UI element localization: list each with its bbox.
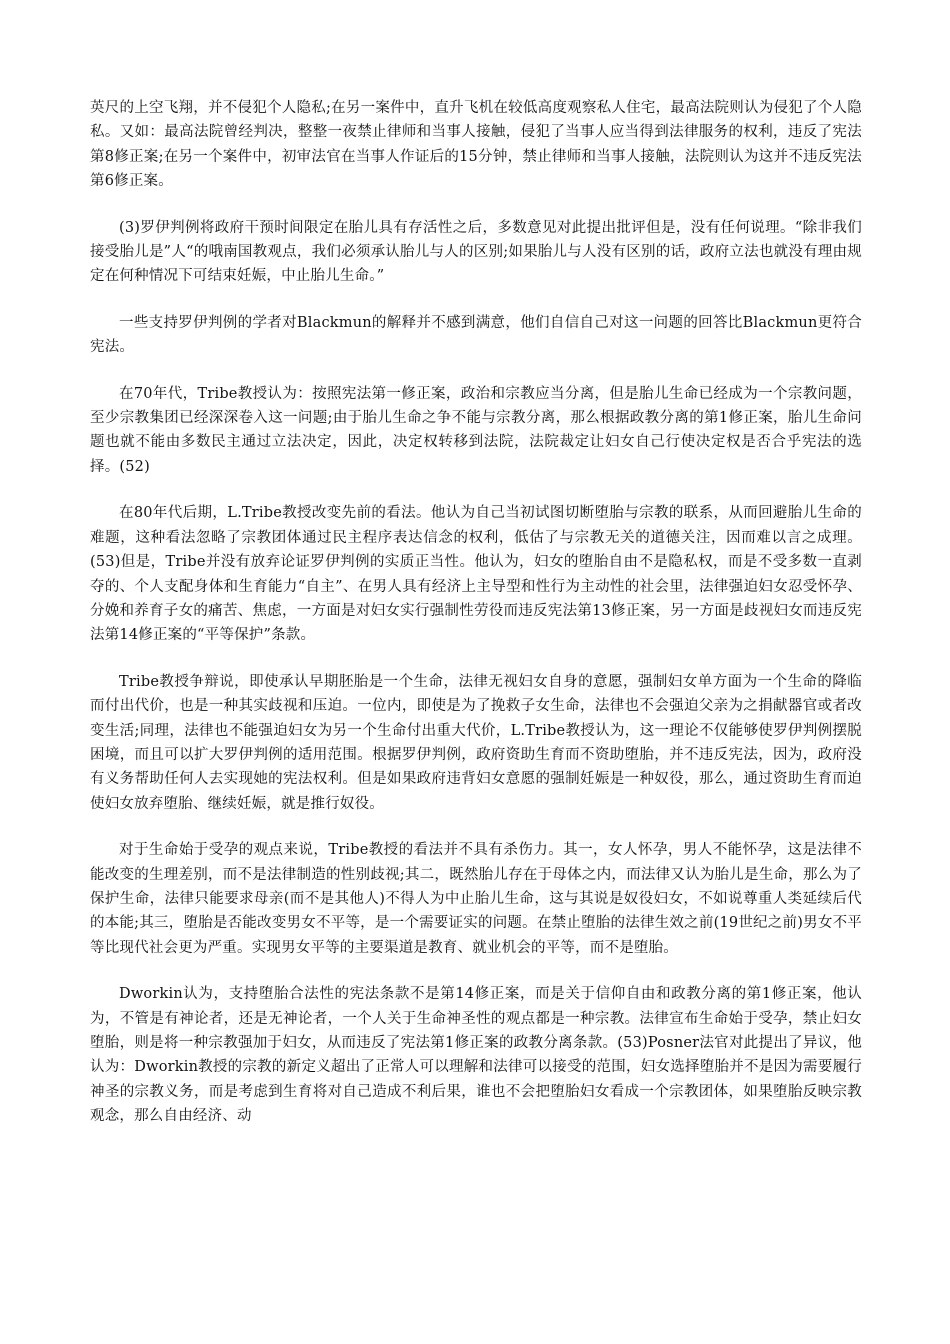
paragraph-6: Tribe教授争辩说，即使承认早期胚胎是一个生命，法律无视妇女自身的意愿，强制妇女单方面为一个生命的降临而付出代价，也是一种其实歧视和压迫。一位内，即使是为了挽救子女生命，法律也不会强迫父亲为之捐献器官或者改变生活;同理，法律也不能强迫妇女为另一个生命付出重大代价，L.Tribe教授认为，这一理论不仅能够使罗伊判例摆脱困境，而且可以扩大罗伊判例的适用范围。根据罗伊判例，政府资助生育而不资助堕胎，并不违反宪法，因为，政府没有义务帮助任何人去实现她的宪法权利。但是如果政府违背妇女意愿的强制妊娠是一种奴役，那么，通过资助生育而迫使妇女放弃堕胎、继续妊娠，就是推行奴役。 [90, 673, 862, 812]
paragraph-5: 在80年代后期，L.Tribe教授改变先前的看法。他认为自己当初试图切断堕胎与宗教的联系，从而回避胎儿生命的难题，这种看法忽略了宗教团体通过民主程序表达信念的权利，低估了与宗教无关的道德关注，因而难以言之成理。(53)但是，Tribe并没有放弃论证罗伊判例的实质正当性。他认为，妇女的堕胎自由不是隐私权，而是不受多数一直剥夺的、个人支配身体和生育能力“自主”、在男人具有经济上主导型和性行为主动性的社会里，法律强迫妇女忍受怀孕、分娩和养育子女的痛苦、焦虑，一方面是对妇女实行强制性劳役而违反宪法第13修正案，另一方面是歧视妇女而违反宪法第14修正案的“平等保护”条款。 [90, 505, 862, 644]
paragraph-3: 一些支持罗伊判例的学者对Blackmun的解释并不感到满意，他们自信自己对这一问题的回答比Blackmun更符合宪法。 [90, 314, 862, 356]
paragraph-2: (3)罗伊判例将政府干预时间限定在胎儿具有存活性之后，多数意见对此提出批评但是，没有任何说理。“除非我们接受胎儿是”人“的哦南国教观点，我们必须承认胎儿与人的区别;如果胎儿与人没有区别的话，政府立法也就没有理由规定在何种情况下可结束妊娠，中止胎儿生命。” [90, 219, 862, 285]
paragraph-4: 在70年代，Tribe教授认为：按照宪法第一修正案，政治和宗教应当分离，但是胎儿生命已经成为一个宗教问题，至少宗教集团已经深深卷入这一问题;由于胎儿生命之争不能与宗教分离，那么根据政教分离的第1修正案，胎儿生命问题也就不能由多数民主通过立法决定，因此，决定权转移到法院，法院裁定让妇女自己行使决定权是否合乎宪法的选择。(52) [90, 385, 862, 475]
paragraph-7: 对于生命始于受孕的观点来说，Tribe教授的看法并不具有杀伤力。其一，女人怀孕，男人不能怀孕，这是法律不能改变的生理差别，而不是法律制造的性别歧视;其二，既然胎儿存在于母体之内，而法律又认为胎儿是生命，那么为了保护生命，法律只能要求母亲(而不是其他人)不得人为中止胎儿生命，这与其说是奴役妇女，不如说尊重人类延续后代的本能;其三，堕胎是否能改变男女不平等，是一个需要证实的问题。在禁止堕胎的法律生效之前(19世纪之前)男女不平等比现代社会更为严重。实现男女平等的主要渠道是教育、就业机会的平等，而不是堕胎。 [90, 842, 862, 956]
paragraph-8: Dworkin认为，支持堕胎合法性的宪法条款不是第14修正案，而是关于信仰自由和政教分离的第1修正案，他认为，不管是有神论者，还是无神论者，一个人关于生命神圣性的观点都是一种宗教。法律宣布生命始于受孕，禁止妇女堕胎，则是将一种宗教强加于妇女，从而违反了宪法第1修正案的政教分离条款。(53)Posner法官对此提出了异议，他认为：Dworkin教授的宗教的新定义超出了正常人可以理解和法律可以接受的范围，妇女选择堕胎并不是因为需要履行神圣的宗教义务，而是考虑到生育将对自己造成不利后果，谁也不会把堕胎妇女看成一个宗教团体，如果堕胎反映宗教观念，那么自由经济、动 [90, 986, 862, 1125]
document-page [90, 96, 862, 1129]
paragraph-1: 英尺的上空飞翔，并不侵犯个人隐私;在另一案件中，直升飞机在较低高度观察私人住宅，最高法院则认为侵犯了个人隐私。又如：最高法院曾经判决，整整一夜禁止律师和当事人接触，侵犯了当事人应当得到法律服务的权利，违反了宪法第8修正案;在另一个案件中，初审法官在当事人作证后的15分钟，禁止律师和当事人接触，法院则认为这并不违反宪法第6修正案。 [90, 100, 862, 190]
